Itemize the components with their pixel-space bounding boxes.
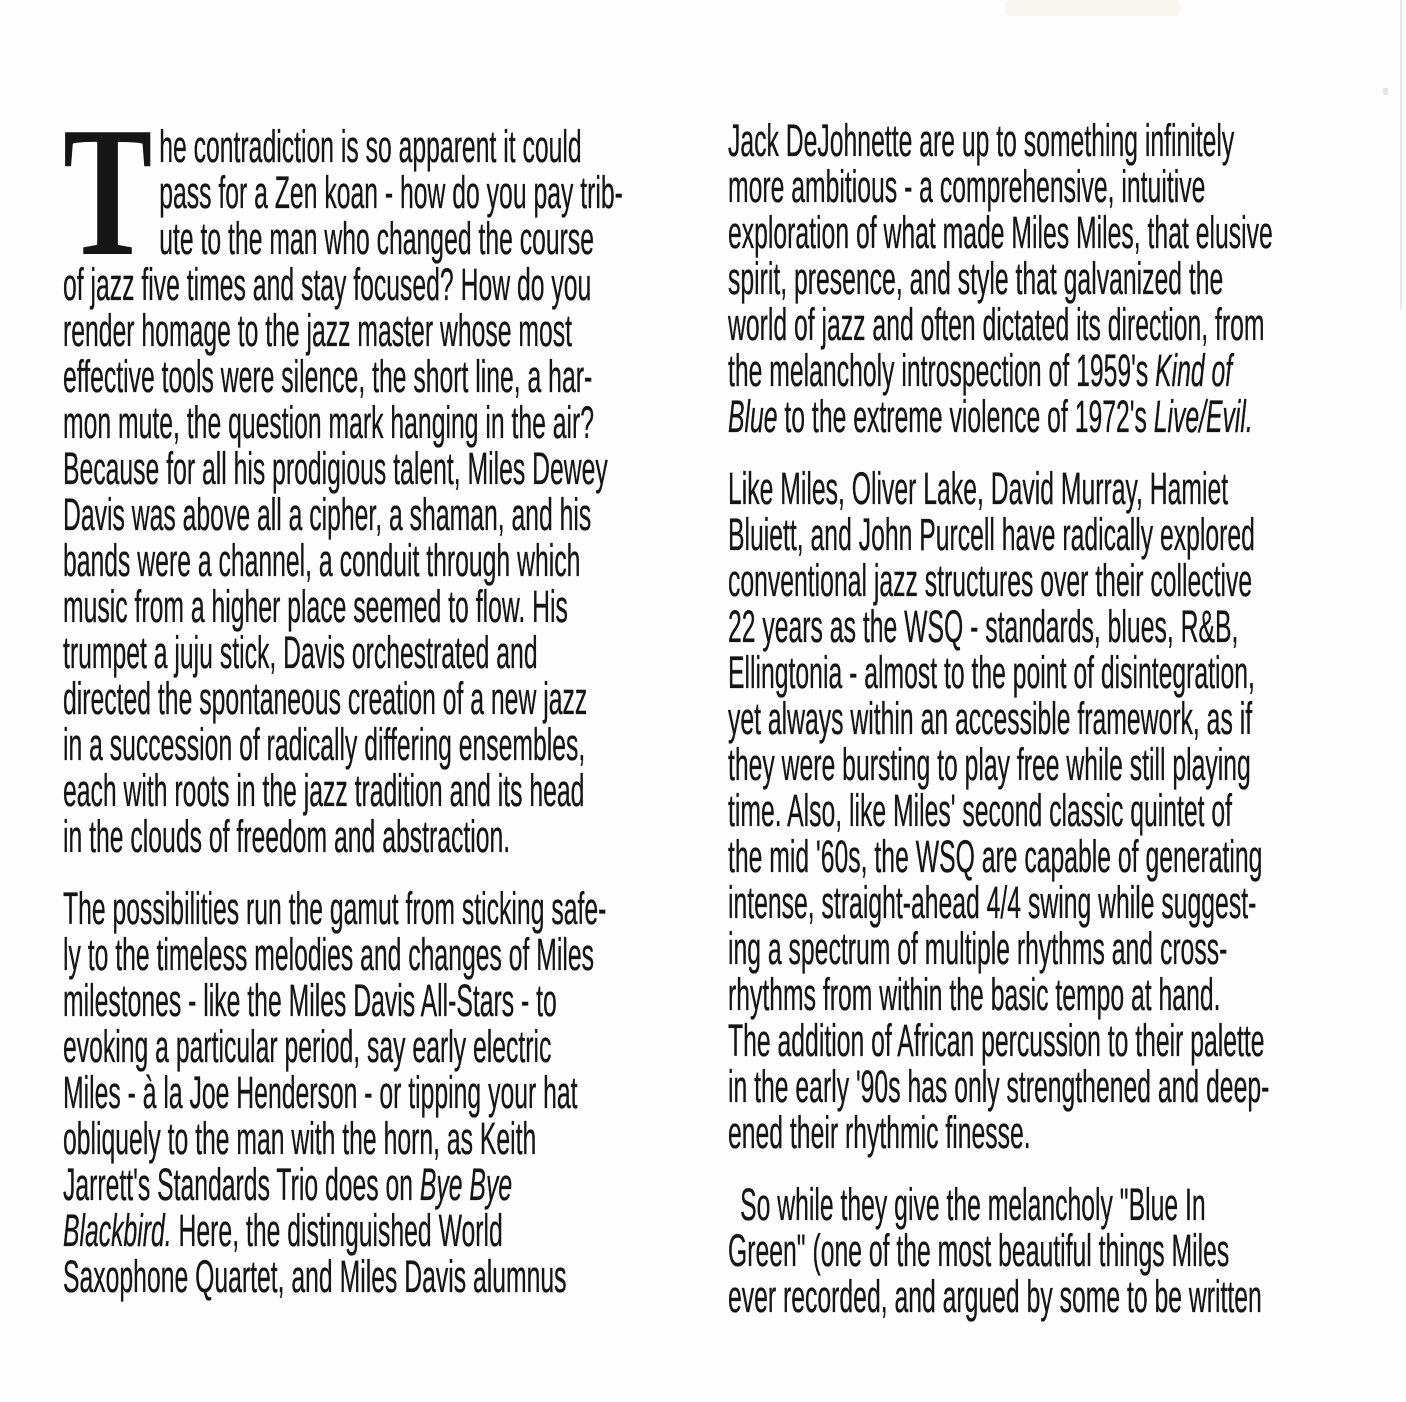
text-run: music from a higher place seemed to flow. His — [63, 581, 568, 632]
text-line — [63, 259, 696, 310]
text-run: The possibilities run the gamut from sticking safe- — [63, 883, 607, 934]
text-run: in the early '90s has only strengthened and deep- — [728, 1061, 1270, 1112]
text-line — [728, 207, 1361, 258]
text-run: ing a spectrum of multiple rhythms and cross- — [728, 923, 1228, 974]
text-run: intense, straight-ahead 4/4 swing while suggest- — [728, 877, 1257, 928]
text-line — [728, 555, 1361, 606]
text-line — [728, 1107, 1361, 1158]
text-run: obliquely to the man with the horn, as Keith — [63, 1113, 537, 1164]
text-run: the mid '60s, the WSQ are capable of generating — [728, 831, 1263, 882]
text-line — [63, 351, 696, 402]
text-line — [63, 627, 696, 678]
text-line — [728, 923, 1361, 974]
drop-cap: T — [63, 89, 153, 295]
text-line — [728, 785, 1361, 836]
text-run: world of jazz and often dictated its direction, from — [728, 299, 1265, 350]
text-run: trumpet a juju stick, Davis orchestrated and — [63, 627, 538, 678]
text-run: The addition of African percussion to their palette — [728, 1015, 1265, 1066]
italic-text-run: Live/Evil. — [1153, 391, 1253, 442]
text-run: rhythms from within the basic tempo at hand. — [728, 969, 1221, 1020]
text-line — [63, 397, 696, 448]
text-run: Here, the distinguished World — [171, 1205, 503, 1256]
text-run: ly to the timeless melodies and changes of Miles — [63, 929, 595, 980]
text-line — [728, 969, 1361, 1020]
text-line — [63, 975, 696, 1026]
text-run: exploration of what made Miles Miles, that elusive — [728, 207, 1273, 258]
left-column-text — [63, 121, 696, 1302]
text-run: to the extreme violence of 1972's — [777, 391, 1154, 442]
right-text-column — [728, 115, 1406, 1322]
text-line — [728, 831, 1361, 882]
text-line — [63, 673, 696, 724]
text-line — [728, 693, 1361, 744]
text-line — [63, 1021, 696, 1072]
text-run: ened their rhythmic finesse. — [728, 1107, 1031, 1158]
text-run: effective tools were silence, the short line, a har- — [63, 351, 593, 402]
text-line — [63, 811, 696, 862]
text-run: evoking a particular period, say early electric — [63, 1021, 552, 1072]
text-line — [63, 1067, 696, 1118]
right-paragraph-2 — [728, 463, 1361, 1158]
text-run: Because for all his prodigious talent, Miles Dewey — [63, 443, 608, 494]
text-line — [63, 883, 696, 934]
text-run: Miles - à la Joe Henderson - or tipping your hat — [63, 1067, 578, 1118]
text-run: conventional jazz structures over their collective — [728, 555, 1253, 606]
text-line — [728, 1015, 1361, 1066]
text-line — [728, 739, 1361, 790]
text-line — [728, 1061, 1361, 1112]
text-line — [63, 489, 696, 540]
text-line — [63, 443, 696, 494]
text-run: more ambitious - a comprehensive, intuitive — [728, 161, 1206, 212]
text-run: pass for a Zen koan - how do you pay trib- — [159, 167, 623, 218]
left-paragraph-1 — [63, 121, 696, 862]
text-run: of jazz five times and stay focused? How do you — [63, 259, 592, 310]
text-run: directed the spontaneous creation of a new jazz — [63, 673, 588, 724]
text-run: time. Also, like Miles' second classic quintet of — [728, 785, 1233, 836]
text-line — [728, 115, 1361, 166]
text-line — [63, 213, 696, 264]
text-line — [728, 1271, 1361, 1322]
text-line — [63, 121, 696, 172]
text-run: Jack DeJohnette are up to something infinitely — [728, 115, 1235, 166]
text-run: Ellingtonia - almost to the point of disintegration, — [728, 647, 1255, 698]
text-line — [728, 647, 1361, 698]
text-line — [728, 1225, 1361, 1276]
text-run: Jarrett's Standards Trio does on — [63, 1159, 420, 1210]
text-line — [728, 161, 1361, 212]
text-run: spirit, presence, and style that galvanized the — [728, 253, 1224, 304]
text-line — [63, 535, 696, 586]
text-line — [728, 877, 1361, 928]
right-column-text — [728, 115, 1361, 1322]
italic-text-run: Blue — [728, 391, 778, 442]
text-line — [63, 305, 696, 356]
text-run: in the clouds of freedom and abstraction. — [63, 811, 511, 862]
scan-artifact-top — [1005, 0, 1180, 16]
left-paragraph-2 — [63, 883, 696, 1302]
text-run: the melancholy introspection of 1959's — [728, 345, 1156, 396]
text-line — [63, 719, 696, 770]
text-line — [728, 1179, 1361, 1230]
text-line — [728, 601, 1361, 652]
text-run: Davis was above all a cipher, a shaman, and his — [63, 489, 592, 540]
right-paragraph-3 — [728, 1179, 1361, 1322]
text-line — [63, 1251, 696, 1302]
text-run: Green" (one of the most beautiful things Miles — [728, 1225, 1230, 1276]
right-paragraph-1 — [728, 115, 1361, 442]
text-line — [728, 509, 1361, 560]
text-line — [728, 299, 1361, 350]
text-run: Saxophone Quartet, and Miles Davis alumnus — [63, 1251, 567, 1302]
text-line — [63, 1205, 696, 1256]
text-run: in a succession of radically differing ensembles, — [63, 719, 586, 770]
text-run: yet always within an accessible framework, as if — [728, 693, 1253, 744]
text-line — [728, 391, 1361, 442]
scan-artifact-speck — [1383, 88, 1388, 95]
italic-text-run: Bye Bye — [419, 1159, 513, 1210]
text-run: So while they give the melancholy "Blue In — [740, 1179, 1206, 1230]
text-line — [63, 929, 696, 980]
text-run: bands were a channel, a conduit through which — [63, 535, 581, 586]
text-run: Bluiett, and John Purcell have radically explored — [728, 509, 1255, 560]
text-line — [63, 765, 696, 816]
text-line — [728, 253, 1361, 304]
text-run: ever recorded, and argued by some to be written — [728, 1271, 1262, 1322]
text-run: each with roots in the jazz tradition and its head — [63, 765, 585, 816]
text-run: they were bursting to play free while still playing — [728, 739, 1251, 790]
text-line — [728, 345, 1361, 396]
text-run: mon mute, the question mark hanging in the air? — [63, 397, 595, 448]
text-line — [63, 1113, 696, 1164]
text-run: milestones - like the Miles Davis All-Stars - to — [63, 975, 557, 1026]
text-line — [63, 581, 696, 632]
text-line — [728, 463, 1361, 514]
italic-text-run: Blackbird. — [63, 1205, 172, 1256]
text-run: render homage to the jazz master whose most — [63, 305, 572, 356]
text-run: Like Miles, Oliver Lake, David Murray, Hamiet — [728, 463, 1229, 514]
text-run: 22 years as the WSQ - standards, blues, R&B, — [728, 601, 1239, 652]
text-line — [63, 1159, 696, 1210]
text-run: he contradiction is so apparent it could — [159, 121, 582, 172]
text-line — [63, 167, 696, 218]
italic-text-run: Kind of — [1155, 345, 1233, 396]
text-run: ute to the man who changed the course — [159, 213, 595, 264]
